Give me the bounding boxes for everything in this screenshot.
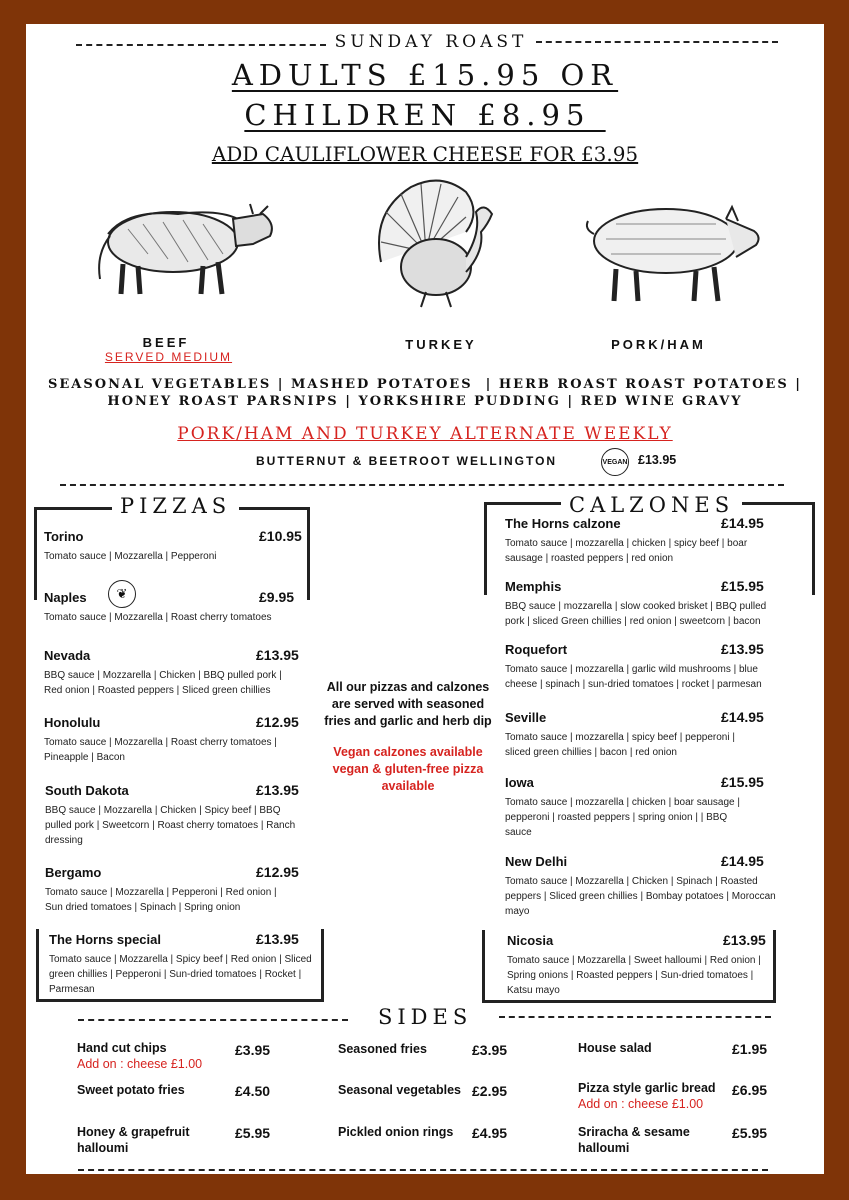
divider (60, 484, 784, 486)
side-name: Sriracha & sesame halloumi (578, 1125, 690, 1155)
side-item (77, 1040, 227, 1072)
item-name: Memphis (505, 579, 562, 594)
side-name: Sweet potato fries (77, 1083, 185, 1097)
menu-page (26, 24, 824, 1174)
item-name: Nicosia (507, 933, 554, 948)
item-name: New Delhi (505, 854, 568, 869)
item-desc: Tomato sauce | mozzarella | chicken | spicy beef | boar sausage | roasted peppers | red onion (505, 538, 748, 564)
item-price: £14.95 (721, 853, 764, 869)
roast-sides-line-1: SEASONAL VEGETABLES | MASHED POTATOES | HERB ROAST ROAST POTATOES | (48, 377, 802, 392)
sides-title: SIDES (378, 1005, 473, 1029)
item-price: £12.95 (256, 864, 299, 880)
wellington-price: £13.95 (638, 453, 677, 467)
side-name: Honey & grapefruit halloumi (77, 1125, 190, 1155)
item-desc: Tomato sauce | Mozzarella | Roast cherry tomatoes | Pineapple | Bacon (44, 737, 277, 763)
turkey-illustration (366, 172, 506, 312)
item-desc: BBQ sauce | Mozzarella | Chicken | BBQ pulled pork | Red onion | Roasted peppers | Sliced green chillies (44, 670, 282, 696)
pizzas-title: PIZZAS (112, 494, 239, 518)
side-addon: Add on : cheese £1.00 (578, 1097, 704, 1111)
side-price: £6.95 (732, 1082, 768, 1098)
item-desc: BBQ sauce | Mozzarella | Chicken | Spicy beef | BBQ pulled pork | Sweetcorn | Roast cherry tomatoes | Ranch dressing (45, 805, 296, 846)
divider (78, 1019, 348, 1021)
cauliflower-addon: ADD CAULIFLOWER CHEESE FOR £3.95 (211, 142, 639, 166)
side-price: £5.95 (732, 1125, 768, 1141)
item-desc: Tomato sauce | Mozzarella | Pepperoni | Red onion | Sun dried tomatoes | Spinach | Spring onion (45, 887, 277, 913)
item-name: Torino (44, 529, 84, 544)
section-title-sunday-roast: SUNDAY ROAST (334, 32, 528, 52)
item-price: £14.95 (721, 515, 764, 531)
item-desc: Tomato sauce | mozzarella | chicken | boar sausage | pepperoni | roasted peppers | spring onion | | BBQ sauce (505, 797, 740, 838)
wellington-name: BUTTERNUT & BEETROOT WELLINGTON (256, 454, 558, 468)
item-name: South Dakota (45, 783, 129, 798)
side-name: Seasonal vegetables (338, 1083, 461, 1097)
divider (536, 41, 778, 43)
item-price: £14.95 (721, 709, 764, 725)
item-desc: Tomato sauce | mozzarella | spicy beef | pepperoni | sliced green chillies | bacon | red onion (505, 732, 735, 758)
item-name: Iowa (505, 775, 534, 790)
item-name: Nevada (44, 648, 91, 663)
side-name: House salad (578, 1041, 652, 1055)
adults-price: ADULTS £15.95 OR (231, 58, 619, 92)
item-desc: Tomato sauce | Mozzarella | Sweet halloumi | Red onion | Spring onions | Roasted peppers | Sun-dried tomatoes | Katsu mayo (507, 955, 761, 996)
beef-note: SERVED MEDIUM (104, 350, 233, 364)
vegan-icon (601, 448, 629, 476)
item-desc: BBQ sauce | mozzarella | slow cooked brisket | BBQ pulled pork | sliced Green chillies | red onion | sweetcorn | bacon (505, 601, 767, 627)
item-desc: Tomato sauce | Mozzarella | Roast cherry tomatoes (44, 612, 272, 623)
pig-illustration (576, 189, 766, 304)
roast-label-beef: BEEF (142, 335, 190, 350)
roast-label-turkey: TURKEY (405, 337, 477, 352)
roast-label-pork-ham: PORK/HAM (611, 337, 706, 352)
item-price: £9.95 (259, 589, 295, 605)
item-desc: Tomato sauce | Mozzarella | Spicy beef | Red onion | Sliced green chillies | Pepperoni | Sun-dried tomatoes | Rocket | Parmesan (49, 954, 312, 995)
children-price: CHILDREN £8.95 (244, 98, 606, 132)
item-name: Seville (505, 710, 547, 725)
roast-sides-line-2: HONEY ROAST PARSNIPS | YORKSHIRE PUDDING | RED WINE GRAVY (107, 394, 743, 409)
side-name: Seasoned fries (338, 1042, 427, 1056)
side-item (578, 1080, 738, 1112)
item-name: The Horns special (49, 932, 161, 947)
side-name: Pizza style garlic bread (578, 1081, 716, 1095)
calzones-title: CALZONES (561, 493, 742, 517)
side-price: £1.95 (732, 1041, 768, 1057)
item-name: Bergamo (45, 865, 102, 880)
side-price: £4.95 (472, 1125, 508, 1141)
item-price: £13.95 (256, 782, 299, 798)
side-price: £2.95 (472, 1083, 508, 1099)
side-addon: Add on : cheese £1.00 (77, 1057, 203, 1071)
item-desc: Tomato sauce | mozzarella | garlic wild mushrooms | blue cheese | spinach | sun-dried tomatoes | rocket | parmesan (505, 664, 762, 690)
item-desc: Tomato sauce | Mozzarella | Chicken | Spinach | Roasted peppers | Sliced green chillies | Bombay potatoes | Moroccan mayo (505, 876, 776, 917)
item-price: £10.95 (259, 528, 302, 544)
cow-illustration (88, 184, 278, 299)
item-name: Naples (44, 590, 87, 605)
item-name: Roquefort (505, 642, 568, 657)
alternate-weekly-note: PORK/HAM AND TURKEY ALTERNATE WEEKLY (177, 424, 673, 444)
item-name: The Horns calzone (505, 516, 621, 531)
item-price: £13.95 (723, 932, 766, 948)
served-with-note: All our pizzas and calzones are served with seasoned fries and garlic and herb dip (324, 680, 492, 728)
item-price: £15.95 (721, 774, 764, 790)
side-name: Pickled onion rings (338, 1125, 454, 1139)
divider (499, 1016, 771, 1018)
side-name: Hand cut chips (77, 1041, 167, 1055)
side-price: £3.95 (235, 1042, 271, 1058)
vegan-availability-note: Vegan calzones available vegan & gluten-free pizza available (332, 745, 484, 793)
vegan-badge-text: VEGAN (602, 458, 628, 466)
item-price: £13.95 (256, 931, 299, 947)
vegan-leaf-icon: ❦ (108, 580, 136, 608)
item-name: Honolulu (44, 715, 101, 730)
item-price: £13.95 (256, 647, 299, 663)
divider (76, 44, 326, 46)
item-price: £15.95 (721, 578, 764, 594)
side-price: £4.50 (235, 1083, 271, 1099)
item-desc: Tomato sauce | Mozzarella | Pepperoni (44, 551, 217, 562)
side-price: £3.95 (472, 1042, 508, 1058)
divider (78, 1169, 768, 1171)
item-price: £12.95 (256, 714, 299, 730)
side-price: £5.95 (235, 1125, 271, 1141)
item-price: £13.95 (721, 641, 764, 657)
